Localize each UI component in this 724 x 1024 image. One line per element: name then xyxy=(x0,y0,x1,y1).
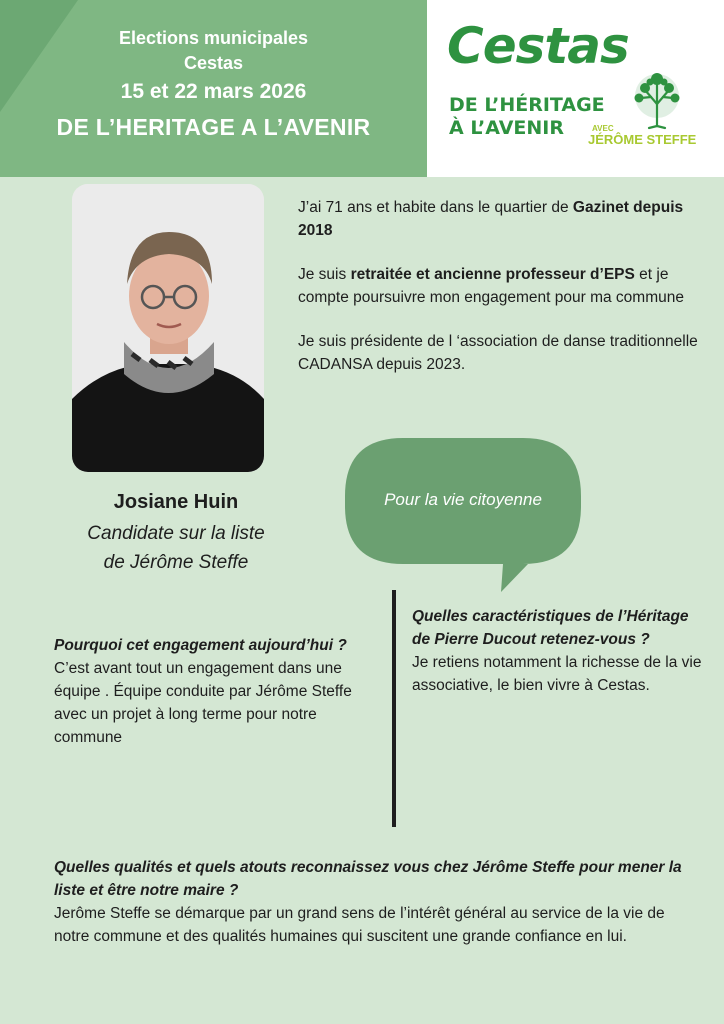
header-text xyxy=(0,26,427,143)
column-divider xyxy=(392,590,396,827)
speech-bubble xyxy=(343,436,583,594)
logo-avec: AVEC xyxy=(592,124,614,133)
campaign-logo xyxy=(427,0,724,177)
bio-p2-suffix: et je compte poursuivre mon engagement pour ma commune xyxy=(298,266,684,306)
header-banner xyxy=(0,0,427,177)
campaign-slogan: DE L’HERITAGE A L’AVENIR xyxy=(56,114,371,140)
logo-line1: DE L’HÉRITAGE xyxy=(449,94,605,116)
candidate-role xyxy=(30,519,322,577)
candidate-role-line2: de Jérôme Steffe xyxy=(103,552,249,573)
election-dates: 15 et 22 mars 2026 xyxy=(120,80,307,103)
bio-p1-bold: Gazinet depuis 2018 xyxy=(298,199,684,239)
election-city: Cestas xyxy=(183,53,244,73)
tree-icon xyxy=(627,70,687,130)
candidate-role-line1: Candidate sur la liste xyxy=(87,523,265,544)
qa-block-2 xyxy=(412,605,708,697)
bio-paragraph-3: Je suis présidente de l ‘association de danse traditionnelle CADANSA depuis 2023. xyxy=(298,333,698,373)
bio-p1-text: J’ai 71 ans et habite dans le quartier de xyxy=(298,199,573,216)
logo-line2: À L’AVENIR xyxy=(449,117,564,139)
bio-paragraph-1 xyxy=(298,196,708,242)
answer-2: Je retiens notamment la richesse de la vie associative, le bien vivre à Cestas. xyxy=(412,654,702,694)
portrait-image xyxy=(72,184,264,472)
election-title: Elections municipales xyxy=(118,28,309,48)
candidate-bio xyxy=(298,196,708,397)
bubble-text: Pour la vie citoyenne xyxy=(384,490,542,509)
question-3: Quelles qualités et quels atouts reconnaissez vous chez Jérôme Steffe pour mener la liste et être notre maire ? xyxy=(54,859,682,899)
bio-p2-bold: retraitée et ancienne professeur d’EPS xyxy=(350,266,635,283)
qa-block-1 xyxy=(54,634,384,749)
bio-paragraph-2 xyxy=(298,263,708,309)
question-1: Pourquoi cet engagement aujourd’hui ? xyxy=(54,637,347,654)
bio-p2-text: Je suis xyxy=(298,266,351,283)
logo-title: Cestas xyxy=(447,17,629,75)
answer-1: C’est avant tout un engagement dans une équipe . Équipe conduite par Jérôme Steffe avec un projet à long terme pour notre commune xyxy=(54,660,352,746)
answer-3: Jerôme Steffe se démarque par un grand sens de l’intérêt général au service de la vie de notre commune et des qualités humaines qui suscitent une grande confiance en lui. xyxy=(54,905,665,945)
qa-block-3 xyxy=(54,856,704,948)
candidate-name: Josiane Huin xyxy=(113,491,239,513)
question-2: Quelles caractéristiques de l’Héritage de Pierre Ducout retenez-vous ? xyxy=(412,608,689,648)
logo-candidate-name: JÉRÔME STEFFE xyxy=(588,132,697,147)
candidate-photo xyxy=(72,184,264,472)
